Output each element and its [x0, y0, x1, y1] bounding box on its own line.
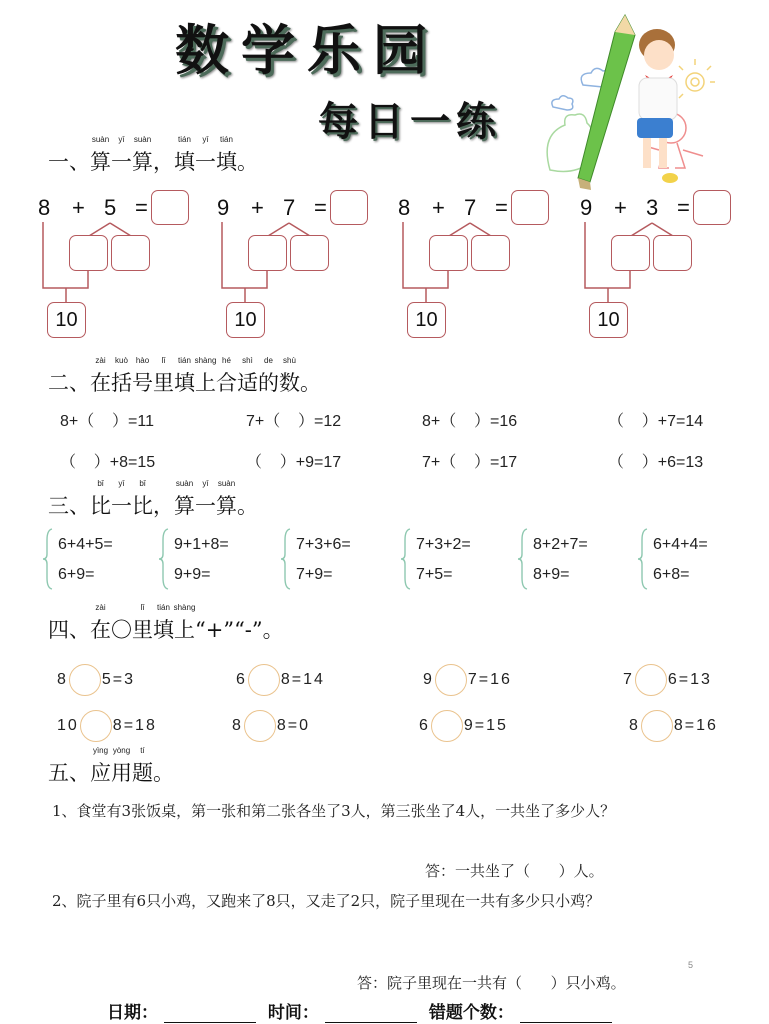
heading-char-text: 里 — [132, 618, 153, 642]
ten-value: 10 — [597, 308, 620, 331]
operand-right: 9=15 — [463, 717, 508, 734]
compare-bottom-equation[interactable]: 9+9= — [174, 566, 211, 583]
heading-char — [153, 490, 174, 520]
equals-sign: = — [495, 195, 508, 220]
section4-number: 四、 — [48, 618, 90, 642]
heading-char-text: 算 — [90, 150, 111, 174]
ten-box — [226, 302, 265, 338]
compare-group — [400, 528, 510, 590]
heading-char — [174, 135, 195, 176]
pinyin-annotation: bǐ — [139, 479, 146, 488]
heading-char-text: 填 — [174, 150, 195, 174]
ten-box — [407, 302, 446, 338]
ten-value: 10 — [55, 308, 78, 331]
operator-circle[interactable] — [435, 664, 467, 696]
operator-equation — [232, 710, 310, 742]
operand-right: 6=13 — [667, 671, 712, 688]
heading-char-text: 算 — [174, 494, 195, 518]
heading-char — [195, 135, 216, 176]
word-problem-2: 2、院子里有6只小鸡，又跑来了8只，又走了2只，院子里现在一共有多少只小鸡？ — [52, 892, 601, 910]
heading-char — [111, 356, 132, 397]
heading-char — [111, 746, 132, 787]
operand-left: 10 — [57, 717, 79, 734]
curly-brace-icon — [637, 528, 649, 590]
addend-b: 7 — [464, 195, 477, 220]
worksheet-title: 数学乐园 — [175, 18, 439, 82]
pinyin-annotation: hào — [135, 356, 150, 365]
heading-char-text: 算 — [216, 494, 237, 518]
operator-circle[interactable] — [641, 710, 673, 742]
worksheet-subtitle: 每日一练 — [318, 98, 502, 145]
heading-char-text: 题 — [132, 761, 153, 785]
operand-right: 8=18 — [112, 717, 157, 734]
heading-char — [216, 135, 237, 176]
heading-char — [237, 356, 258, 397]
heading-char — [90, 479, 111, 520]
pinyin-annotation: hé — [222, 356, 231, 365]
operator-equation — [629, 710, 718, 742]
heading-char — [237, 146, 258, 176]
fill-blank-equation[interactable]: （ ）+7=14 — [608, 413, 704, 430]
addend-b: 3 — [646, 195, 659, 220]
operand-right: 8=16 — [673, 717, 718, 734]
compare-bottom-equation[interactable]: 8+9= — [533, 566, 570, 583]
date-label: 日期： — [107, 1003, 158, 1023]
heading-char — [90, 746, 111, 787]
split-box-right[interactable] — [653, 235, 692, 271]
heading-char — [90, 135, 111, 176]
heading-char — [132, 479, 153, 520]
curly-brace-icon — [517, 528, 529, 590]
heading-char-text: 上 — [195, 371, 216, 395]
pinyin-annotation: yī — [202, 135, 209, 144]
errors-label: 错题个数： — [428, 1003, 514, 1023]
heading-char-text: ， — [153, 494, 174, 518]
operator-equation — [419, 710, 508, 742]
equals-sign: = — [314, 195, 327, 220]
compare-group — [158, 528, 268, 590]
operand-left: 9 — [423, 671, 434, 688]
section4-heading — [48, 603, 284, 644]
heading-char-text: 。 — [300, 371, 321, 395]
section1-number: 一、 — [48, 150, 90, 174]
ten-box — [589, 302, 628, 338]
heading-char — [153, 146, 174, 176]
heading-char-text: 括 — [111, 371, 132, 395]
heading-char — [90, 356, 111, 397]
heading-char — [174, 356, 195, 397]
pinyin-annotation: tián — [178, 356, 191, 365]
operand-right: 8=0 — [276, 717, 311, 734]
section1-heading — [48, 135, 258, 176]
heading-char-text: 〇 — [111, 618, 132, 642]
date-field[interactable] — [164, 1006, 256, 1023]
answer-line-1[interactable]: 答：一共坐了（ ）人。 — [425, 862, 604, 880]
heading-char — [258, 356, 279, 397]
operand-right: 5=3 — [101, 671, 136, 688]
pinyin-annotation: lǐ — [140, 603, 145, 612]
heading-char-text: 填 — [153, 618, 174, 642]
pinyin-annotation: tián — [157, 603, 170, 612]
heading-char — [195, 479, 216, 520]
make-ten-problem — [580, 190, 740, 340]
operator-circle[interactable] — [80, 710, 112, 742]
heading-char — [132, 746, 153, 787]
fill-blank-equation[interactable]: 7+（ ）=12 — [246, 413, 342, 430]
answer-line-2[interactable]: 答：院子里现在一共有（ ）只小鸡。 — [357, 974, 626, 992]
compare-top-equation[interactable]: 9+1+8= — [174, 536, 229, 553]
compare-top-equation[interactable]: 6+4+4= — [653, 536, 708, 553]
section2-heading — [48, 356, 321, 397]
pinyin-annotation: lǐ — [161, 356, 166, 365]
heading-char-text: 一 — [195, 494, 216, 518]
pinyin-annotation: tián — [220, 135, 233, 144]
make-ten-problem — [38, 190, 198, 340]
heading-char — [90, 603, 111, 644]
pinyin-annotation: zài — [95, 603, 106, 612]
footer — [107, 998, 618, 1023]
pinyin-annotation: suàn — [217, 479, 236, 488]
operand-right: 7=16 — [467, 671, 512, 688]
operator-circle[interactable] — [244, 710, 276, 742]
time-label: 时间： — [267, 1003, 319, 1023]
section2-number: 二、 — [48, 371, 90, 395]
compare-bottom-equation[interactable]: 7+5= — [416, 566, 453, 583]
pinyin-annotation: yìng — [92, 746, 109, 755]
make-ten-problem — [398, 190, 558, 340]
operator-circle[interactable] — [635, 664, 667, 696]
heading-char — [111, 614, 132, 644]
heading-char — [132, 356, 153, 397]
heading-char-text: 。 — [153, 761, 174, 785]
pinyin-annotation: tián — [178, 135, 191, 144]
compare-bottom-equation[interactable]: 6+8= — [653, 566, 690, 583]
heading-char — [216, 479, 237, 520]
pinyin-annotation: suàn — [91, 135, 110, 144]
heading-char — [111, 479, 132, 520]
heading-char — [194, 356, 217, 397]
pinyin-annotation: yī — [202, 479, 209, 488]
heading-char-text: 填 — [174, 371, 195, 395]
compare-group — [517, 528, 627, 590]
compare-bottom-equation[interactable]: 6+9= — [58, 566, 95, 583]
pinyin-annotation: yòng — [112, 746, 131, 755]
heading-char — [153, 356, 174, 397]
operand-left: 8 — [232, 717, 243, 734]
pinyin-annotation: yī — [118, 479, 125, 488]
plus-sign: + — [432, 195, 445, 220]
fill-blank-equation[interactable]: 8+（ ）=16 — [422, 413, 518, 430]
operator-circle[interactable] — [431, 710, 463, 742]
compare-top-equation[interactable]: 6+4+5= — [58, 536, 113, 553]
split-box-left[interactable] — [611, 235, 650, 271]
operator-circle[interactable] — [248, 664, 280, 696]
heading-char — [153, 603, 174, 644]
section3-heading — [48, 479, 258, 520]
pinyin-annotation: kuò — [115, 356, 128, 365]
heading-char-text: 在 — [90, 371, 111, 395]
errors-count-field[interactable] — [520, 1006, 612, 1023]
heading-char-text: 号 — [132, 371, 153, 395]
heading-char-text: 一 — [111, 150, 132, 174]
heading-char-text: 适 — [237, 371, 258, 395]
heading-char-text: 上 — [174, 618, 195, 642]
compare-bottom-equation[interactable]: 7+9= — [296, 566, 333, 583]
heading-char-text: 数 — [279, 371, 300, 395]
heading-char-text: 里 — [153, 371, 174, 395]
operator-circle[interactable] — [69, 664, 101, 696]
curly-brace-icon — [42, 528, 54, 590]
heading-char-text: 比 — [132, 494, 153, 518]
pinyin-annotation: bǐ — [97, 479, 104, 488]
fill-blank-equation[interactable]: 7+（ ）=17 — [422, 454, 518, 471]
equals-sign: = — [677, 195, 690, 220]
operator-equation — [57, 710, 157, 742]
heading-char-text: 填 — [216, 150, 237, 174]
compare-group — [280, 528, 390, 590]
pinyin-annotation: shì — [242, 356, 253, 365]
pinyin-annotation: tí — [140, 746, 145, 755]
operator-equation — [57, 664, 135, 696]
pinyin-annotation: shàng — [173, 603, 196, 612]
pencil-icon — [578, 15, 635, 190]
fill-blank-equation[interactable]: （ ）+9=17 — [246, 454, 342, 471]
heading-char — [153, 757, 174, 787]
heading-char-text: 比 — [90, 494, 111, 518]
heading-char — [237, 490, 258, 520]
plus-sign: + — [72, 195, 85, 220]
operand-left: 7 — [623, 671, 634, 688]
operand-left: 6 — [419, 717, 430, 734]
operand-left: 6 — [236, 671, 247, 688]
equals-sign: = — [135, 195, 148, 220]
compare-top-equation[interactable]: 7+3+2= — [416, 536, 471, 553]
operator-equation — [236, 664, 325, 696]
addend-a: 8 — [38, 195, 51, 220]
pinyin-annotation: de — [264, 356, 273, 365]
heading-char — [216, 356, 237, 397]
operator-equation — [423, 664, 512, 696]
pinyin-annotation: yī — [118, 135, 125, 144]
pinyin-annotation: zài — [95, 356, 106, 365]
pinyin-annotation: shù — [283, 356, 296, 365]
addend-a: 8 — [398, 195, 411, 220]
heading-char — [195, 614, 284, 644]
addend-a: 9 — [580, 195, 593, 220]
addend-b: 7 — [283, 195, 296, 220]
heading-char — [300, 367, 321, 397]
addend-b: 5 — [104, 195, 117, 220]
fill-blank-equation[interactable]: （ ）+6=13 — [608, 454, 704, 471]
heading-char-text: 合 — [216, 371, 237, 395]
heading-char-text: “+”“-”。 — [195, 618, 284, 642]
heading-char-text: 。 — [237, 494, 258, 518]
pinyin-annotation: suàn — [133, 135, 152, 144]
split-box-right[interactable] — [111, 235, 150, 271]
heading-char-text: 一 — [111, 494, 132, 518]
curly-brace-icon — [400, 528, 412, 590]
split-box-right[interactable] — [471, 235, 510, 271]
boy-figure-icon — [637, 29, 678, 183]
heading-char — [132, 135, 153, 176]
heading-char-text: 的 — [258, 371, 279, 395]
heading-char-text: 一 — [195, 150, 216, 174]
operator-equation — [623, 664, 712, 696]
heading-char-text: 。 — [237, 150, 258, 174]
heading-char-text: ， — [153, 150, 174, 174]
compare-group — [637, 528, 747, 590]
split-box-left[interactable] — [429, 235, 468, 271]
heading-char-text: 应 — [90, 761, 111, 785]
operand-right: 8=14 — [280, 671, 325, 688]
split-box-left[interactable] — [248, 235, 287, 271]
heading-char-text: 用 — [111, 761, 132, 785]
pinyin-annotation: suàn — [175, 479, 194, 488]
sun-doodle-icon — [679, 59, 715, 98]
heading-char-text: 算 — [132, 150, 153, 174]
plus-sign: + — [614, 195, 627, 220]
compare-top-equation[interactable]: 8+2+7= — [533, 536, 588, 553]
section3-number: 三、 — [48, 494, 90, 518]
compare-top-equation[interactable]: 7+3+6= — [296, 536, 351, 553]
ten-value: 10 — [415, 308, 438, 331]
curly-brace-icon — [280, 528, 292, 590]
heading-char-text: 在 — [90, 618, 111, 642]
addend-a: 9 — [217, 195, 230, 220]
section5-heading — [48, 746, 174, 787]
section5-number: 五、 — [48, 761, 90, 785]
curly-brace-icon — [158, 528, 170, 590]
fill-blank-equation[interactable]: （ ）+8=15 — [60, 454, 156, 471]
page-number: 5 — [688, 960, 694, 970]
time-field[interactable] — [325, 1006, 417, 1023]
boy-pencil-illustration — [535, 10, 715, 190]
word-problem-1: 1、食堂有3张饭桌，第一张和第二张各坐了3人，第三张坐了4人，一共坐了多少人？ — [52, 802, 616, 820]
operand-left: 8 — [57, 671, 68, 688]
ten-value: 10 — [234, 308, 257, 331]
heading-char — [111, 135, 132, 176]
make-ten-problem — [217, 190, 377, 340]
plus-sign: + — [251, 195, 264, 220]
heading-char — [173, 603, 196, 644]
split-box-right[interactable] — [290, 235, 329, 271]
pinyin-annotation: shàng — [194, 356, 217, 365]
heading-char — [174, 479, 195, 520]
fill-blank-equation[interactable]: 8+（ ）=11 — [60, 413, 154, 430]
compare-group — [42, 528, 152, 590]
operand-left: 8 — [629, 717, 640, 734]
heading-char — [279, 356, 300, 397]
split-box-left[interactable] — [69, 235, 108, 271]
heading-char — [132, 603, 153, 644]
ten-box — [47, 302, 86, 338]
